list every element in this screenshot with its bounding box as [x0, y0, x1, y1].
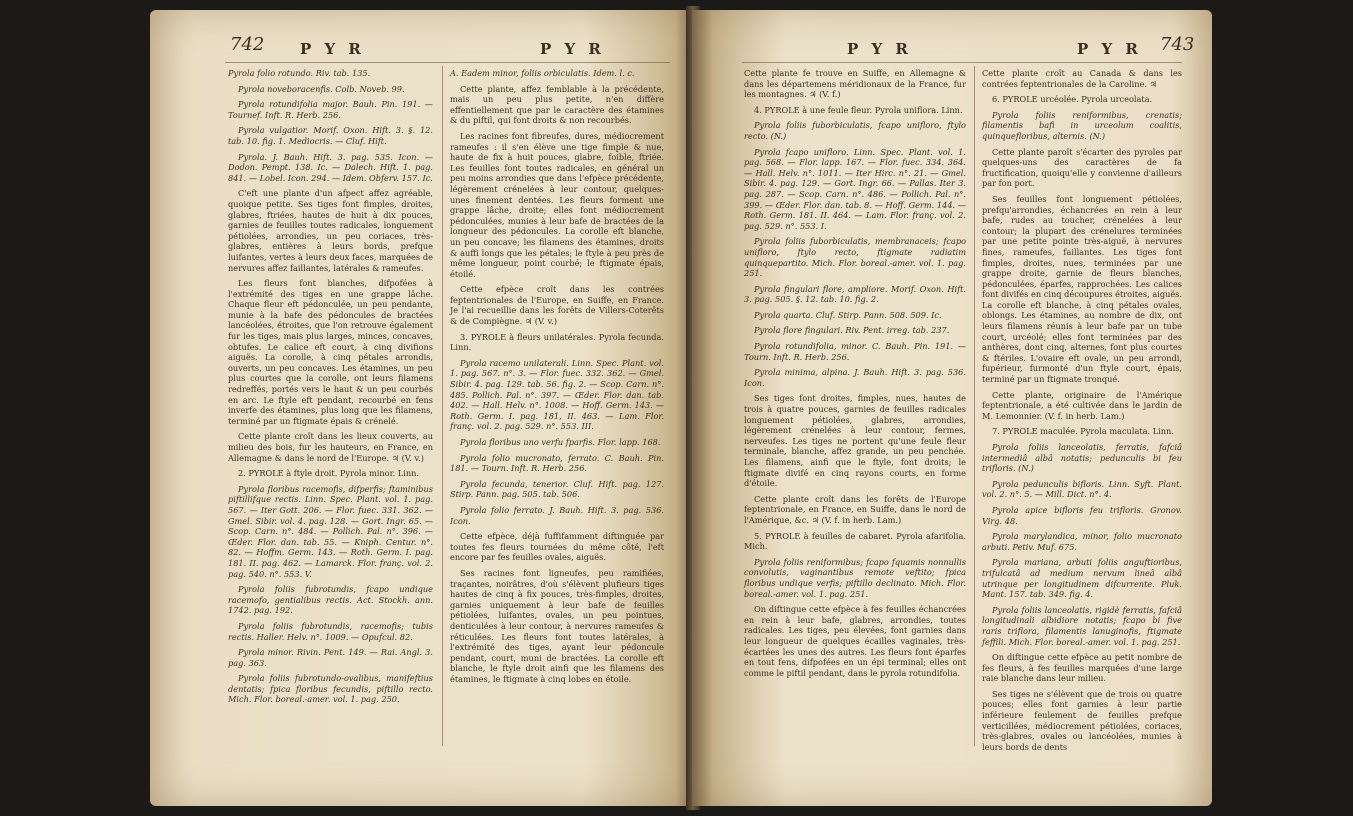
paragraph: Pyrola floribus uno verfu fparfis. Flor. lapp. 168. [460, 437, 661, 447]
paragraph: Pyrola minor. Rivin. Pent. 149. — Rai. Angl. 3. pag. 363. [228, 647, 433, 668]
left-page [150, 10, 692, 806]
paragraph: Pyrola. J. Bauh. Hift. 3. pag. 535. Icon. — Dodon. Pempt. 138. Ic. — Dalech. Hift. 1. pag. 841. — Lobel. Icon. 294. — Idem. Obferv. 157. Ic. [228, 151, 433, 183]
paragraph: Ses tiges font droites, fimples, nues, hautes de trois à quatre pouces, garnies de feuilles radicales longuement pétiolées, glabres, arrondies, légèrement crénelées à leur contour, fermes, nerveufes. Les tiges ne portent qu'une feule fleur terminale, blanche, affez grande, un peu penchée. Les filamens, ainfi que le ftyle, font droits; le ftigmate divifé en cinq rayons courts, en forme d'étoile. [744, 393, 966, 489]
paragraph: Pyrola mariana, arbuti foliis anguftioribus, trifulcatâ ad medium nervum lineâ albâ utrinque per longitudinem difcurrente. Pluk. Mant. 157. tab. 349. fig. 4. [982, 557, 1182, 600]
paragraph: Pyrola foliis lanceolatis, ferratis, fafciâ intermediâ albâ notatis; pedunculis bi feu trifloris. (N.) [982, 442, 1182, 474]
paragraph: Cette plante croît au Canada & dans les contrées feptentrionales de la Caroline. ♃ [982, 68, 1182, 89]
paragraph: Ses feuilles font longuement pétiolées, prefqu'arrondies, échancrées en rein à leur bafe, rudes au toucher, crénelées à leur contour; la plupart des crénelures terminées par une petite pointe très-aiguë, à nervures fines, rameufes, faillantes. Les tiges font fimples, droites, nues, terminées par une grappe droite, garnie de fleurs blanches, pédonculées, éparfes, rapprochées. Les calices font divifés en cinq découpures étroites, aiguës. La corolle eft blanche, à cinq pétales ovales, oblongs. Les étamines, au nombre de dix, ont leurs filamens réunis à leur bafe par un tube court, urcéolé; elles font terminées par des anthères, dont cinq, alternes, font plus courtes & ftériles. L'ovaire eft ovale, un peu arrondi, fupérieur, furmonté d'un ftyle court, épais, terminé par un ftigmate tronqué. [982, 193, 1182, 385]
paragraph: On diftingue cette efpèce au petit nombre de fes fleurs, à fes feuilles marquées d'une large raie blanche dans leur milieu. [982, 652, 1182, 684]
paragraph: Ses racines font ligneufes, peu ramifiées, traçantes, noirâtres, d'où s'élèvent plufieurs tiges hautes de cinq à fix pouces, très-fimples, droites, garnies uniquement à leur bafe de feuilles pétiolées, luifantes, ovales, un peu pointues, denticulées à leur contour, à nervures rameufes & réticulées. Les fleurs font toutes latérales, à l'extrémité des tiges, ayant leur pédoncule pendant, court, muni de bractées. La corolle eft blanche, le ftyle droit ainfi que les filamens des étamines, le ftigmate à cinq lobes en étoile. [450, 567, 664, 684]
paragraph: Pyrola folio ferrato. J. Bauh. Hift. 3. pag. 536. Icon. [450, 504, 664, 526]
paragraph: Pyrola apice bifloris feu trifloris. Gronov. Virg. 48. [982, 504, 1182, 526]
paragraph: Cette plante croît dans les lieux couverts, au milieu des bois, fur les hauteurs, en France, en Allemagne & dans le nord de l'Europe. ♃ (V. v.) [228, 431, 433, 463]
paragraph: Cette plante paroît s'écarter des pyroles par quelques-uns des caractères de fa fructification, quoiqu'elle y convienne d'ailleurs par fon port. [982, 146, 1182, 189]
paragraph: Pyrola fecunda, tenerior. Cluf. Hift. pag. 127. Stirp. Pann. pag. 505. tab. 506. [450, 478, 664, 500]
right-header-rule [742, 62, 1182, 63]
paragraph: Cette efpèce, déjà fuffifamment diftinguée par toutes fes fleurs tournées du même côté, l'eft encore par fes feuilles ovales, aiguës. [450, 531, 664, 563]
paragraph: Cette plante fe trouve en Suiffe, en Allemagne & dans les départemens méridionaux de la France, fur les montagnes. ♃ (V. f.) [744, 68, 966, 100]
paragraph: 6. PYROLE urcéolée. Pyrola urceolata. [992, 94, 1153, 105]
paragraph: Pyrola quarta. Cluf. Stirp. Pann. 508. 509. Ic. [754, 309, 942, 320]
paragraph: Cette plante, affez femblable à la précédente, mais un peu plus petite, n'en diffère effentiellement que par le caractère des étamines & du piftil, qui font droits & non recourbés. [450, 83, 664, 126]
paragraph: C'eft une plante d'un afpect affez agréable, quoique petite. Ses tiges font fimples, droites, glabres, ftriées, hautes de huit à dix pouces, garnies de feuilles toutes radicales, longuement pétiolées, arrondies, un peu coriaces, très-glabres, entières à leurs bords, prefque luifantes, vertes à leurs deux faces, marquées de nervures affez faillantes, latérales & rameufes. [228, 188, 433, 273]
paragraph: Pyrola pedunculis bifloris. Linn. Syft. Plant. vol. 2. n°. 5. — Mill. Dict. n°. 4. [982, 478, 1182, 500]
right-page [692, 10, 1212, 806]
paragraph: Pyrola folio mucronato, ferrato. C. Bauh. Pin. 181. — Tourn. Inft. R. Herb. 256. [450, 452, 664, 474]
paragraph: Pyrola foliis fubrotundis, racemofis; tubis rectis. Haller. Helv. n°. 1009. — Opufcul. 82. [228, 620, 433, 642]
paragraph: Pyrola floribus racemofis, difperfis; ftaminibus piftillifque rectis. Linn. Spec. Plant. vol. 1. pag. 567. — Iter Gott. 206. — Flor. fuec. 331. 362. — Gmel. Sibir. vol. 4. pag. 128. — Gort. Ingr. 65. — Scop. Carn. n°. 484. — Pollich. Pal. n°. 396. — Œder. Flor. dan. tab. 55. — Kniph. Centur. n°. 82. — Hoffm. Germ. 143. — Roth. Germ. I. pag. 181. II. pag. 462. — Lamarck. Flor. franç. vol. 2. pag. 540. n°. 553. V. [228, 483, 433, 579]
paragraph: Pyrola noveboracenfis. Colb. Noveb. 99. [238, 83, 405, 94]
left-header-rule [225, 62, 670, 63]
paragraph: On diftingue cette efpèce à fes feuilles échancrées en rein à leur bafe, glabres, arrondies, toutes radicales. Les tiges, peu élevées, font garnies dans leur longueur de quelques écailles vaginales, très-écartées les unes des autres. Les fleurs font éparfes en tout fens, difpofées en un épi terminal; elles ont comme le piftil pendant, dans le pyrola rotundifolia. [744, 604, 966, 678]
paragraph: Pyrola foliis fubrotundis, fcapo undique racemofo, gentialibus rectis. Act. Stockh. ann. 1742. pag. 192. [228, 584, 433, 616]
right-column-1 [744, 68, 966, 683]
paragraph: Pyrola fingulari flore, ampliore. Morif. Oxon. Hift. 3. pag. 505. §. 12. tab. 10. fig. 2. [744, 283, 966, 305]
right-header-left: P Y R [847, 40, 912, 58]
paragraph: Cette plante croît dans les forêts de l'Europe feptentrionale, en France, en Suiffe, dans le nord de l'Amérique, &c. ♃ (V. f. in herb. Lam.) [744, 493, 966, 525]
paragraph: Pyrola vulgatior. Morif. Oxon. Hift. 3. §. 12. tab. 10. fig. 1. Mediocris. — Cluf. Hift. [228, 125, 433, 146]
right-page-number: 743 [1160, 34, 1195, 55]
paragraph: Pyrola folio rotundo. Riv. tab. 135. [228, 68, 371, 78]
left-column-1 [228, 68, 433, 710]
left-header-left: P Y R [300, 40, 365, 58]
paragraph: Pyrola minima, alpina. J. Bauh. Hift. 3. pag. 536. Icon. [744, 367, 966, 388]
paragraph: Pyrola flore fingulari. Riv. Pent. irreg. tab. 237. [754, 325, 950, 336]
right-header-right: P Y R [1077, 40, 1142, 58]
paragraph: Pyrola foliis fuborbiculatis, membranaceis; fcapo unifloro, ftylo recto, ftigmate radiatim quinquepartito. Mich. Flor. boreal.-amer. vol. 1. pag. 251. [744, 236, 966, 279]
paragraph: Pyrola racemo unilaterali. Linn. Spec. Plant. vol. 1. pag. 567. n°. 3. — Flor. fuec. 332. 362. — Gmel. Sibir. 4. pag. 129. tab. 56. fig. 2. — Scop. Carn. n°. 485. Pollich. Pal. n°. 397. — Œder. Flor. dan. tab. 402. — Hall. Helv. n°. 1008. — Hoff. Germ. 143. — Roth. Germ. I. pag. 181, II. 463. — Lam. Flor. franç. vol. 2. pag. 529. n°. 553. III. [450, 357, 664, 432]
paragraph: Pyrola foliis lanceolatis, rigidè ferratis, fafciâ longitudinali albidiore notatis; fcapo bi five raris triflora, filamentis lanuginofis, ftigmate feffili. Mich. Flor. boreal.-amer. vol. 1. pag. 251. [982, 604, 1182, 647]
paragraph: Cette plante, originaire de l'Amérique feptentrionale, a été cultivée dans le jardin de M. Lemonnier. (V. f. in herb. Lam.) [982, 389, 1182, 421]
paragraph: 4. PYROLE à une feule fleur. Pyrola uniflora. Linn. [754, 104, 963, 115]
paragraph: Les fleurs font blanches, difpofées à l'extrémité des tiges en une grappe lâche. Chaque fleur eft pédonculée, un peu pendante, munie à la bafe des pédoncules de bractées lancéolées, étroites, que l'on retrouve également fur les tiges, mais plus larges, minces, concaves, obtufes. Le calice eft court, à cinq divifions aiguës. La corolle, à cinq pétales arrondis, ouverts, un peu concaves. Les étamines, un peu plus courtes que la corolle, ont leurs filamens redreffés, portés vers le haut & un peu courbés en arc. Le ftyle eft pendant, recourbé en fens inverfe des étamines, plus long que les filamens, terminé par un ftigmate épais & crénelé. [228, 278, 433, 426]
left-header-right: P Y R [540, 40, 605, 58]
paragraph: Pyrola marylandica, minor, folio mucronato arbuti. Petiv. Muf. 675. [982, 531, 1182, 552]
paragraph: Pyrola foliis reniformibus, crenatis; filamentis bafi in urceolum coalitis, quinquefloribus, alternis. (N.) [982, 109, 1182, 141]
left-column-2 [450, 68, 664, 689]
left-page-number: 742 [230, 34, 265, 55]
paragraph: 2. PYROLE à ftyle droit. Pyrola minor. Linn. [238, 468, 420, 479]
paragraph: Pyrola rotundifolia major. Bauh. Pin. 191. — Tournef. Inft. R. Herb. 256. [228, 99, 433, 120]
paragraph: Pyrola foliis reniformibus; fcapo fquamis nonnullis convolutis, vaginantibus remote veftito; fpica floribus undique verfis; piftillo declinato. Mich. Flor. boreal.-amer. vol. 1. pag. 251. [744, 556, 966, 599]
right-column-divider [974, 66, 975, 746]
right-column-2 [982, 68, 1182, 757]
paragraph: Les racines font fibreufes, dures, médiocrement rameufes : il s'en élève une tige fimple & nue, haute de fix à huit pouces, glabre, foible, ftriée. Les feuilles font toutes radicales, en général un peu moins arrondies que dans l'efpèce précédente, légèrement crénelées à leur contour, quelques-unes finement dentées. Les fleurs forment une grappe lâche, droite; elles font médiocrement pédonculées, munies à leur bafe de bractées de la longueur des pédoncules. La corolle eft blanche, un peu concave; les filamens des étamines, droits & auffi longs que les pétales; le ftyle à peu près de même longueur, point courbé; le ftigmate épais, étoilé. [450, 130, 664, 279]
paragraph: 5. PYROLE à feuilles de cabaret. Pyrola afarifolia. Mich. [744, 530, 966, 552]
paragraph: Pyrola fcapo unifloro. Linn. Spec. Plant. vol. 1. pag. 568. — Flor. lapp. 167. — Flor. fuec. 334. 364. — Hall. Helv. n°. 1011. — Iter Hirc. n°. 21. — Gmel. Sibir. 4. pag. 129. — Gort. Ingr. 66. — Pallas. Iter 3. pag. 287. — Scop. Carn. n°. 486. — Pollich. Pal. n°. 399. — Œder. Flor. dan. tab. 8. — Hoff. Germ. 144. — Roth. Germ. 181. II. 464. — Lam. Flor. franç. vol. 2. pag. 529. n°. 553. I. [744, 146, 966, 231]
paragraph: Ses tiges ne s'élèvent que de trois ou quatre pouces; elles font garnies à leur partie inférieure feulement de feuilles prefque verticillées, médiocrement pétiolées, coriaces, très-glabres, ovales ou lancéolées, munies à leurs bords de dents [982, 688, 1182, 752]
paragraph: Pyrola rotundifolia, minor. C. Bauh. Pin. 191. — Tourn. Inft. R. Herb. 256. [744, 341, 966, 362]
paragraph: Pyrola foliis fuborbiculatis, fcapo unifloro, ftylo recto. (N.) [744, 120, 966, 141]
paragraph: Cette efpèce croît dans les contrées feptentrionales de l'Europe, en Suiffe, en France. Je l'ai recueillie dans les forêts de Villers-Coterêts & de Compiègne. ♃ (V. v.) [450, 284, 664, 327]
paragraph: Pyrola foliis fubrotundo-ovalibus, manifeftius dentatis; fpica floribus fecundis, piftillo recto. Mich. Flor. boreal.-amer. vol. 1. pag. 250. [228, 673, 433, 705]
left-column-divider [442, 66, 443, 746]
paragraph: 7. PYROLE maculée. Pyrola maculata. Linn. [992, 426, 1174, 437]
paragraph: 3. PYROLE à fleurs unilatérales. Pyrola fecunda. Linn. [450, 331, 664, 353]
paragraph: A. Eadem minor, foliis orbiculatis. Idem. l. c. [450, 68, 635, 78]
